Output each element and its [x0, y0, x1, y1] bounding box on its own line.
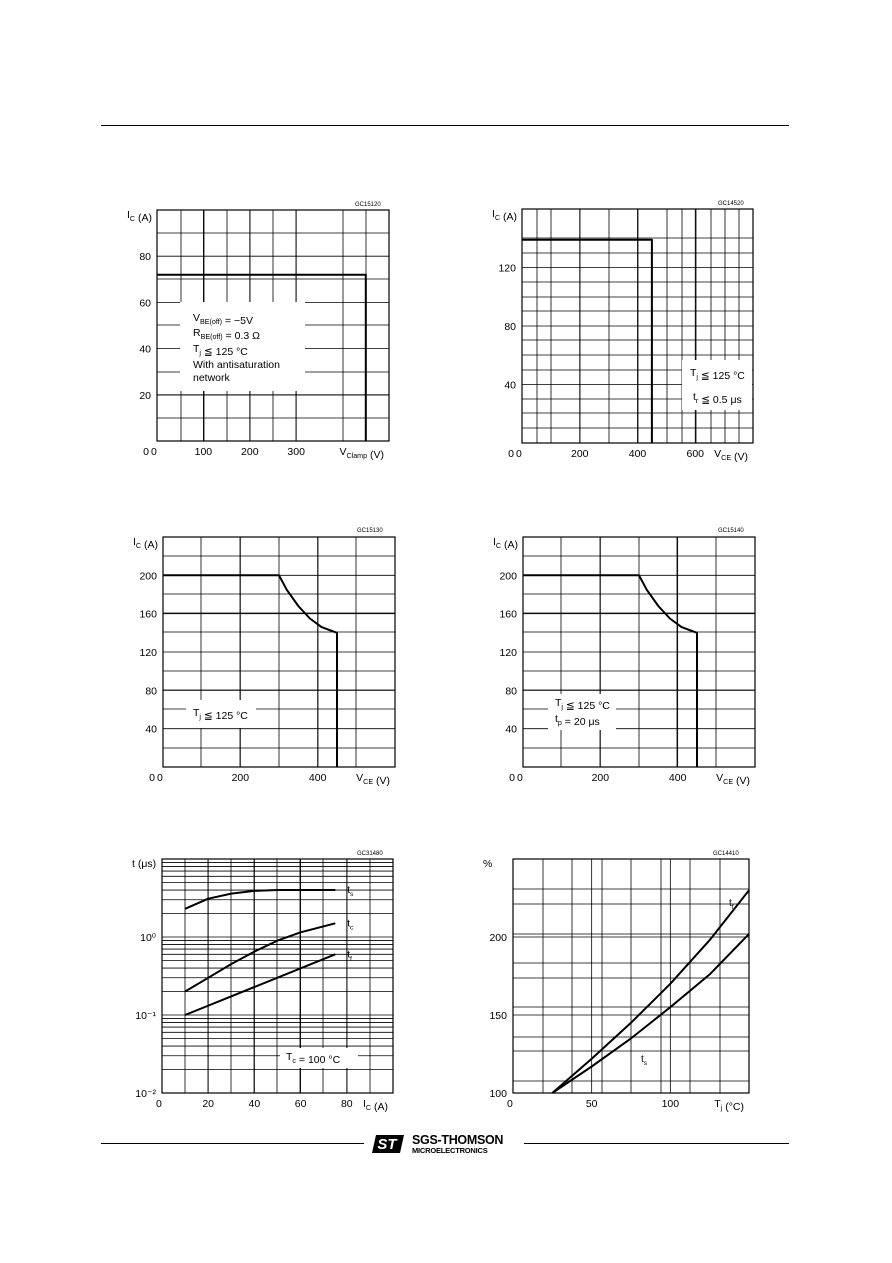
y-tick-label: 80: [145, 685, 157, 698]
x-tick-label: 300: [287, 446, 305, 458]
series-line-t_s: [552, 934, 749, 1093]
y-tick-label: 160: [139, 608, 157, 621]
x-tick-label: 400: [628, 448, 647, 460]
x-tick-label: 400: [308, 772, 327, 784]
series-label-t_s: $t_s$: [347, 885, 354, 899]
x-tick-label: 200: [241, 446, 259, 458]
y-tick-label: 80: [139, 251, 151, 264]
x-tick-label: 40: [248, 1098, 261, 1110]
y-tick-label: 200: [139, 570, 157, 583]
x-tick-label: 0: [157, 772, 163, 784]
chart-5: [132, 851, 393, 1113]
y-tick-label: 120: [498, 262, 516, 275]
y-tick-label: 200: [499, 570, 517, 583]
origin-label: 0: [509, 772, 515, 784]
y-tick-label: 150: [489, 1010, 507, 1022]
annotation: $T_j$ ≦ 125 °C: [193, 707, 248, 722]
series-label-t_f: $t_f$: [347, 949, 352, 963]
figure-code: GC14410: [713, 851, 739, 857]
series-label-t_s: $t_s$: [641, 1054, 648, 1067]
series-label-t_c: $t_c$: [347, 918, 354, 932]
chart-1: [127, 202, 389, 461]
grid: [523, 537, 755, 767]
y-axis-label: $I_C$ (A): [492, 208, 517, 223]
chart-2: [492, 201, 753, 463]
annotation: $T_j$ ≦ 125 °C: [193, 343, 248, 358]
y-tick-label: 60: [139, 297, 151, 310]
series-label-t_f: $t_f$: [729, 898, 734, 911]
annotation: $T_j$ ≦ 125 °C: [555, 697, 610, 712]
y-tick-label: 10⁻²: [135, 1088, 156, 1100]
x-tick-label: 80: [340, 1098, 353, 1110]
x-tick-label: 400: [668, 772, 687, 784]
chart-6: [483, 851, 749, 1113]
series-line-t_f: [552, 890, 749, 1093]
plot-frame: [162, 859, 393, 1093]
y-axis-label: $I_C$ (A): [133, 536, 158, 551]
x-tick-label: 0: [151, 446, 157, 458]
y-tick-label: 120: [499, 647, 517, 659]
origin-label: 0: [149, 772, 155, 784]
x-tick-label: 600: [686, 448, 705, 460]
y-tick-label: 40: [504, 379, 516, 392]
x-tick-label: 100: [194, 446, 213, 458]
figure-code: GC15140: [718, 528, 744, 534]
annotation: $T_c = 100$ °C: [286, 1051, 341, 1066]
origin-label: 0: [143, 446, 149, 458]
y-axis-label: $I_C$ (A): [127, 209, 152, 224]
annotation: $t_p = 20$ μs: [555, 713, 600, 728]
annotation: With antisaturation: [193, 359, 280, 371]
x-tick-label: 60: [294, 1098, 307, 1110]
y-axis-label: t (μs): [132, 858, 157, 870]
y-tick-label: 80: [505, 685, 517, 698]
y-tick-label: 10⁻¹: [135, 1010, 156, 1022]
x-tick-label: 50: [585, 1098, 598, 1110]
x-axis-label: $V_{CE}$ (V): [356, 772, 390, 787]
x-tick-label: 100: [661, 1098, 680, 1110]
x-tick-label: 0: [517, 772, 523, 784]
y-tick-label: 20: [139, 389, 151, 402]
x-tick-label: 0: [156, 1098, 162, 1110]
chart-4: [493, 528, 755, 787]
x-axis-label: $V_{Clamp}$ (V): [339, 446, 384, 461]
figure-code: GC31480: [357, 851, 383, 857]
x-tick-label: 200: [570, 448, 589, 460]
y-tick-label: 40: [145, 723, 157, 736]
x-tick-label: 200: [231, 772, 250, 784]
annotation: $T_j$ ≦ 125 °C: [690, 367, 745, 382]
x-tick-label: 20: [202, 1098, 215, 1110]
y-tick-label: 10⁰: [140, 932, 156, 944]
grid: [163, 537, 395, 767]
y-tick-label: 40: [505, 723, 517, 736]
annotation: $R_{BE(off)} = 0.3$ Ω: [193, 327, 260, 342]
y-tick-label: 40: [139, 343, 151, 356]
figure-code: GC15120: [355, 202, 381, 208]
chart-3: [133, 528, 395, 787]
x-tick-label: 0: [516, 448, 522, 460]
grid: [513, 859, 749, 1093]
figure-code: GC15130: [357, 528, 383, 534]
brand-name: SGS-THOMSON: [412, 1132, 504, 1147]
x-tick-label: 0: [507, 1098, 513, 1110]
x-axis-label: $V_{CE}$ (V): [714, 448, 748, 463]
st-logo-icon: [372, 1133, 406, 1155]
annotation: $V_{BE(off)} = -5V$: [193, 312, 254, 327]
y-tick-label: 100: [489, 1088, 507, 1100]
y-tick-label: 160: [499, 608, 517, 621]
brand-subtitle: MICROELECTRONICS: [412, 1146, 488, 1155]
y-tick-label: 120: [139, 647, 157, 659]
y-tick-label: 200: [489, 932, 507, 944]
x-tick-label: 200: [591, 772, 610, 784]
annotation: $t_r$ ≦ 0.5 μs: [693, 391, 742, 406]
y-axis-label: %: [483, 858, 493, 870]
series-line-1: [522, 240, 652, 443]
y-tick-label: 80: [504, 321, 516, 333]
y-axis-label: $I_C$ (A): [493, 536, 518, 551]
grid: [162, 859, 393, 1093]
origin-label: 0: [508, 448, 514, 460]
logo-glyph: ST: [377, 1136, 397, 1153]
x-axis-label: $I_C$ (A): [363, 1098, 388, 1113]
x-axis-label: $V_{CE}$ (V): [716, 772, 750, 787]
brand-logo: [372, 1133, 503, 1155]
figure-code: GC14520: [718, 201, 744, 207]
x-axis-label: $T_j$ (°C): [714, 1098, 744, 1113]
annotation: network: [193, 372, 230, 384]
